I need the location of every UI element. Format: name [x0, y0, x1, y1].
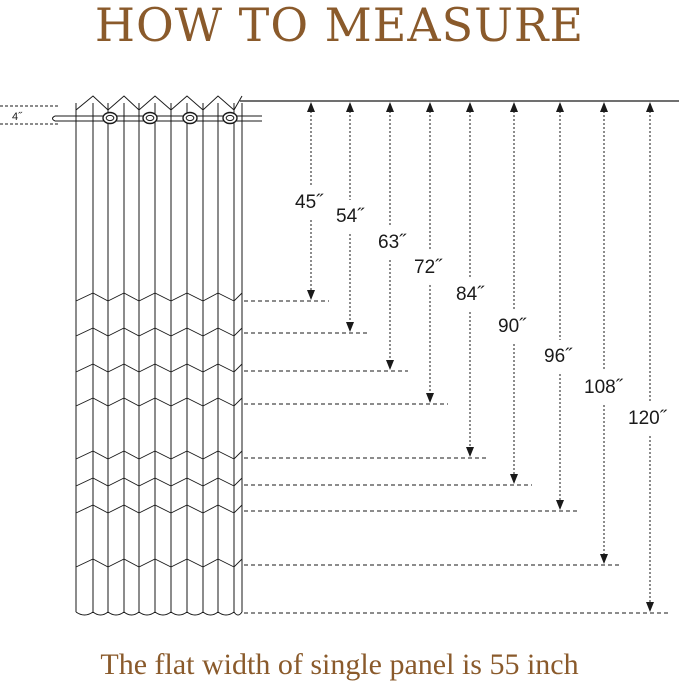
grommet-inner: [146, 115, 154, 120]
panel-fold-line: [76, 451, 242, 459]
arrow-down-icon: [426, 393, 434, 403]
panel-fold-line: [76, 328, 242, 336]
panel-width-caption: The flat width of single panel is 55 inch: [100, 648, 579, 681]
arrow-down-icon: [646, 602, 654, 612]
arrow-up-icon: [386, 102, 394, 112]
arrow-down-icon: [346, 322, 354, 332]
length-label: 108˝: [584, 377, 623, 398]
arrow-down-icon: [307, 290, 315, 300]
panel-fold-line: [76, 559, 242, 567]
arrow-up-icon: [510, 102, 518, 112]
panel-fold-line: [76, 293, 242, 301]
panel-fold-line: [76, 364, 242, 372]
length-label: 120˝: [628, 408, 667, 429]
length-label: 72˝: [414, 257, 442, 278]
arrow-down-icon: [386, 360, 394, 370]
arrow-up-icon: [346, 102, 354, 112]
length-measure-72: [244, 102, 448, 404]
panel-fold-line: [76, 478, 242, 486]
length-measure-96: [244, 102, 578, 511]
length-measure-84: [244, 102, 488, 458]
grommet-inner: [186, 115, 194, 120]
rod-end: [53, 116, 56, 121]
arrow-down-icon: [556, 500, 564, 510]
length-label: 54˝: [336, 206, 364, 227]
curtain-hem: [76, 612, 242, 615]
length-measurements: [244, 102, 668, 613]
page-title: HOW TO MEASURE: [94, 0, 585, 52]
arrow-up-icon: [307, 102, 315, 112]
header-offset-label: 4˝: [12, 111, 22, 123]
arrow-down-icon: [600, 554, 608, 564]
header-offset-marker: [0, 106, 60, 124]
length-label: 84˝: [456, 284, 484, 305]
grommet-inner: [106, 115, 114, 120]
length-measure-90: [244, 102, 532, 485]
arrow-up-icon: [600, 102, 608, 112]
panel-fold-line: [76, 505, 242, 513]
length-measure-63: [244, 102, 408, 371]
length-label: 96˝: [544, 346, 572, 367]
arrow-up-icon: [466, 102, 474, 112]
arrow-down-icon: [510, 474, 518, 484]
arrow-up-icon: [426, 102, 434, 112]
arrow-up-icon: [646, 102, 654, 112]
length-label: 63˝: [378, 232, 406, 253]
length-measure-45: [244, 102, 329, 301]
length-label: 45˝: [295, 192, 323, 213]
length-measure-120: [244, 102, 668, 613]
grommet-inner: [226, 115, 234, 120]
length-label: 90˝: [498, 316, 526, 337]
curtain-panel: [53, 96, 263, 615]
arrow-down-icon: [466, 447, 474, 457]
arrow-up-icon: [556, 102, 564, 112]
panel-fold-line: [76, 398, 242, 406]
curtain-heading: [76, 96, 242, 110]
length-measure-54: [244, 102, 368, 333]
